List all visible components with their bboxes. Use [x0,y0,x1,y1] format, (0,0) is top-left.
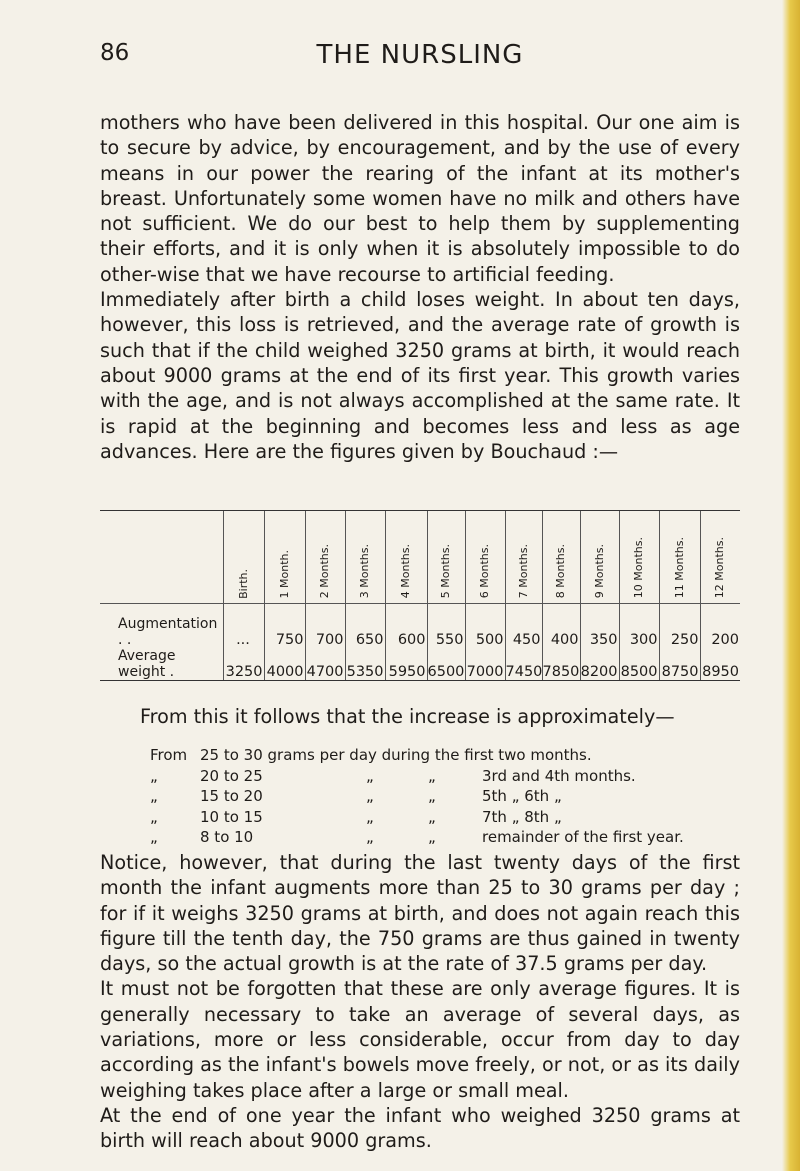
period-text: 5th „ 6th „ [482,787,562,805]
table-cell: 400 [542,603,580,648]
column-header: 10 Months. [619,511,659,603]
range-text: 20 to 25 [200,766,263,785]
period-text: remainder of the first year. [482,828,684,846]
row-label: Augmentation . . [118,615,218,648]
table-cell: 7850 [542,648,580,680]
lower-text-block [100,850,740,1154]
ditto-mark: „ [150,828,158,846]
table-cell: 600 [385,603,427,648]
column-header: 4 Months. [385,511,427,603]
table-cell: 450 [505,603,542,648]
list-item [150,807,770,828]
from-word: From [150,746,188,764]
table-cell: 3250 [223,648,264,680]
ditto-mark: „ [150,787,158,805]
follows-block [100,704,740,729]
period-text: 7th „ 8th „ [482,807,562,826]
table-cell: 5950 [385,648,427,680]
table-cell: 4000 [264,648,305,680]
upper-text-block [100,110,740,464]
column-header: 9 Months. [580,511,619,603]
ditto-mark: „ [428,766,436,785]
column-header: 6 Months. [465,511,505,603]
table-cell: 7000 [465,648,505,680]
table-cell: 250 [659,603,700,648]
column-header: 11 Months. [659,511,700,603]
table-cell: 350 [580,603,619,648]
table-cell: 700 [305,603,345,648]
table-cell: 5350 [345,648,385,680]
range-text: 10 to 15 [200,807,263,826]
ditto-mark: „ [366,766,374,785]
table-cell: 8950 [700,648,740,680]
table-cell: 500 [465,603,505,648]
page-number: 86 [100,40,130,66]
range-text: 8 to 10 [200,828,254,846]
column-header: 12 Months. [700,511,740,603]
ditto-mark: „ [428,787,436,805]
table-cell: 550 [427,603,465,648]
table-cell: 8500 [619,648,659,680]
table-row [100,603,740,648]
page-header [100,40,740,80]
table-cell: 8200 [580,648,619,680]
column-header: 7 Months. [505,511,542,603]
period-text: 3rd and 4th months. [482,766,636,785]
column-header: 1 Month. [264,511,305,603]
column-header: 8 Months. [542,511,580,603]
range-text: 25 to 30 grams per day during the first two months. [200,746,592,764]
list-item [150,745,770,766]
growth-paragraph: Immediately after birth a child loses weight. In about ten days, however, this loss is retrieved, and the average rate of growth is such that if the child weighed 3250 grams at birth, it would reach about 9000 grams at the end of its first year. This growth varies with the age, and is not always accomplished at the same rate. It is rapid at the beginning and becomes less and less as age advances. Here are the figures given by Bouchaud :— [100,288,740,463]
growth-rate-list [150,745,770,848]
table-cell: 300 [619,603,659,648]
follows-paragraph: From this it follows that the increase is approximately— [140,705,675,728]
ditto-mark: „ [366,828,374,846]
column-header: 2 Months. [305,511,345,603]
table-cell: 200 [700,603,740,648]
list-item [150,827,770,848]
table-cell: 7450 [505,648,542,680]
ditto-mark: „ [428,807,436,826]
table-row [100,648,740,680]
ditto-mark: „ [428,828,436,846]
table-cell: ... [223,603,264,648]
average-paragraph: It must not be forgotten that these are only average figures. It is generally necessary to take an average of several days, as variations, more or less considerable, occur from day to day according as the infant's bowels move freely, or not, or as its daily weighing takes place after a large or small meal. [100,977,740,1102]
gilt-page-edge [782,0,800,1171]
range-text: 15 to 20 [200,787,263,805]
ditto-mark: „ [150,766,158,785]
table-header-row [100,511,740,603]
column-header: 5 Months. [427,511,465,603]
ditto-mark: „ [366,807,374,826]
table-cell: 6500 [427,648,465,680]
table-cell: 4700 [305,648,345,680]
table-cell: 650 [345,603,385,648]
intro-paragraph: mothers who have been delivered in this hospital. Our one aim is to secure by advice, by encouragement, and by the use of every means in our power the rearing of the infant at its mother's breast. Unfortunately some women have no milk and others have not sufficient. We do our best to help them by supplementing their efforts, and it is only when it is absolutely impossible to do other-wise that we have recourse to artificial feeding. [100,111,740,286]
weight-table [100,510,740,681]
running-title: THE NURSLING [316,40,524,70]
ditto-mark: „ [366,787,374,805]
list-item [150,766,770,787]
table-cell: 8750 [659,648,700,680]
table-corner [100,511,223,603]
row-label: Average weight . [118,647,176,680]
table-cell: 750 [264,603,305,648]
end-paragraph: At the end of one year the infant who weighed 3250 grams at birth will reach about 9000 grams. [100,1103,740,1153]
column-header: 3 Months. [345,511,385,603]
list-item [150,786,770,807]
ditto-mark: „ [150,807,158,826]
notice-paragraph: Notice, however, that during the last twenty days of the first month the infant augments more than 25 to 30 grams per day ; for if it weighs 3250 grams at birth, and does not again reach this figure till the tenth day, the 750 grams are thus gained in twenty days, so the actual growth is at the rate of 37.5 grams per day. [100,851,740,976]
column-header: Birth. [223,511,264,603]
